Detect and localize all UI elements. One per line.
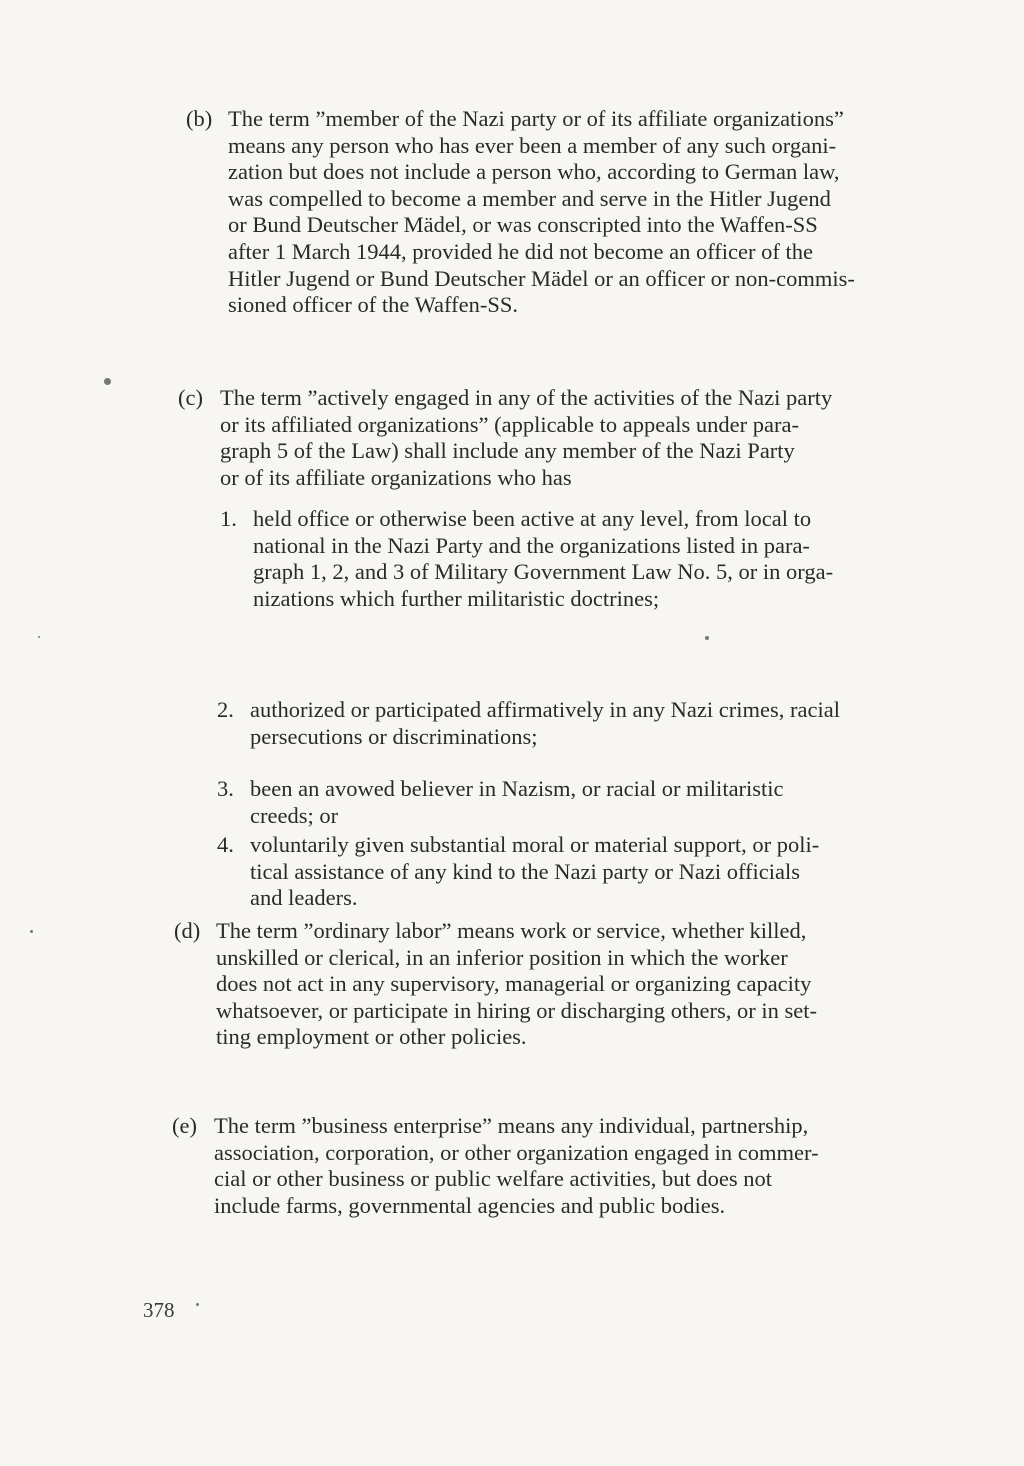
paragraph-b <box>186 106 977 319</box>
paragraph-b-line: Hitler Jugend or Bund Deutscher Mädel or an officer or non-commis- <box>228 265 855 291</box>
paragraph-d-line: unskilled or clerical, in an inferior position in which the worker <box>216 944 788 970</box>
paragraph-b-line: or Bund Deutscher Mädel, or was conscripted into the Waffen-SS <box>228 212 818 238</box>
paragraph-d <box>174 918 968 1051</box>
list-item-4 <box>217 832 970 912</box>
list-item-number: 3. <box>217 776 234 801</box>
list-item-line: held office or otherwise been active at any level, from local to <box>253 506 812 531</box>
paragraph-b-line: was compelled to become a member and serve in the Hitler Jugend <box>228 185 831 211</box>
paragraph-b-line: The term ”member of the Nazi party or of its affiliate organizations” <box>228 106 844 131</box>
list-item-line: nizations which further militaristic doctrines; <box>253 585 660 611</box>
paragraph-d-label: (d) <box>174 918 201 943</box>
paragraph-d-line: The term ”ordinary labor” means work or service, whether killed, <box>216 918 807 943</box>
paragraph-e <box>172 1113 967 1219</box>
list-item-line: voluntarily given substantial moral or material support, or poli- <box>250 832 820 857</box>
paragraph-b-line: zation but does not include a person who, according to German law, <box>228 159 840 185</box>
paragraph-b-line: means any person who has ever been a member of any such organi- <box>228 132 837 158</box>
list-item-1 <box>220 506 972 612</box>
list-item-line: national in the Nazi Party and the organizations listed in para- <box>253 532 810 558</box>
list-item-line: persecutions or discriminations; <box>250 723 538 749</box>
paragraph-e-line: cial or other business or public welfare activities, but does not <box>214 1166 772 1192</box>
list-item-number: 2. <box>217 697 234 722</box>
page-number: 378 <box>143 1298 175 1322</box>
list-item-3 <box>217 776 970 829</box>
scan-speck <box>104 378 111 385</box>
list-item-number: 1. <box>220 506 237 531</box>
list-item-2 <box>217 697 970 750</box>
paragraph-c <box>178 385 972 491</box>
paragraph-c-line: or of its affiliate organizations who has <box>220 464 572 490</box>
paragraph-c-line: or its affiliated organizations” (applicable to appeals under para- <box>220 411 799 437</box>
paragraph-d-line: ting employment or other policies. <box>216 1024 527 1050</box>
list-item-line: and leaders. <box>250 885 358 911</box>
list-item-line: tical assistance of any kind to the Nazi party or Nazi officials <box>250 858 801 884</box>
paragraph-d-line: whatsoever, or participate in hiring or discharging others, or in set- <box>216 997 818 1023</box>
paragraph-b-line: after 1 March 1944, provided he did not become an officer of the <box>228 238 813 264</box>
paragraph-d-line: does not act in any supervisory, managerial or organizing capacity <box>216 971 812 997</box>
scan-speck <box>705 636 709 640</box>
paragraph-c-line: The term ”actively engaged in any of the activities of the Nazi party <box>220 385 833 410</box>
scan-speck <box>196 1303 199 1306</box>
paragraph-b-label: (b) <box>186 106 213 131</box>
paragraph-c-line: graph 5 of the Law) shall include any member of the Nazi Party <box>220 438 795 464</box>
paragraph-e-line: association, corporation, or other organization engaged in commer- <box>214 1139 819 1165</box>
list-item-line: graph 1, 2, and 3 of Military Government Law No. 5, or in orga- <box>253 559 834 585</box>
scan-speck <box>30 930 33 933</box>
paragraph-e-label: (e) <box>172 1113 197 1138</box>
paragraph-e-line: include farms, governmental agencies and public bodies. <box>214 1192 726 1218</box>
list-item-line: creeds; or <box>250 802 339 828</box>
list-item-number: 4. <box>217 832 234 857</box>
paragraph-b-line: sioned officer of the Waffen-SS. <box>228 292 518 318</box>
paragraph-c-label: (c) <box>178 385 203 410</box>
paragraph-e-line: The term ”business enterprise” means any individual, partnership, <box>214 1113 809 1138</box>
list-item-line: been an avowed believer in Nazism, or racial or militaristic <box>250 776 784 801</box>
scan-speck <box>38 636 40 638</box>
list-item-line: authorized or participated affirmatively in any Nazi crimes, racial <box>250 697 840 722</box>
